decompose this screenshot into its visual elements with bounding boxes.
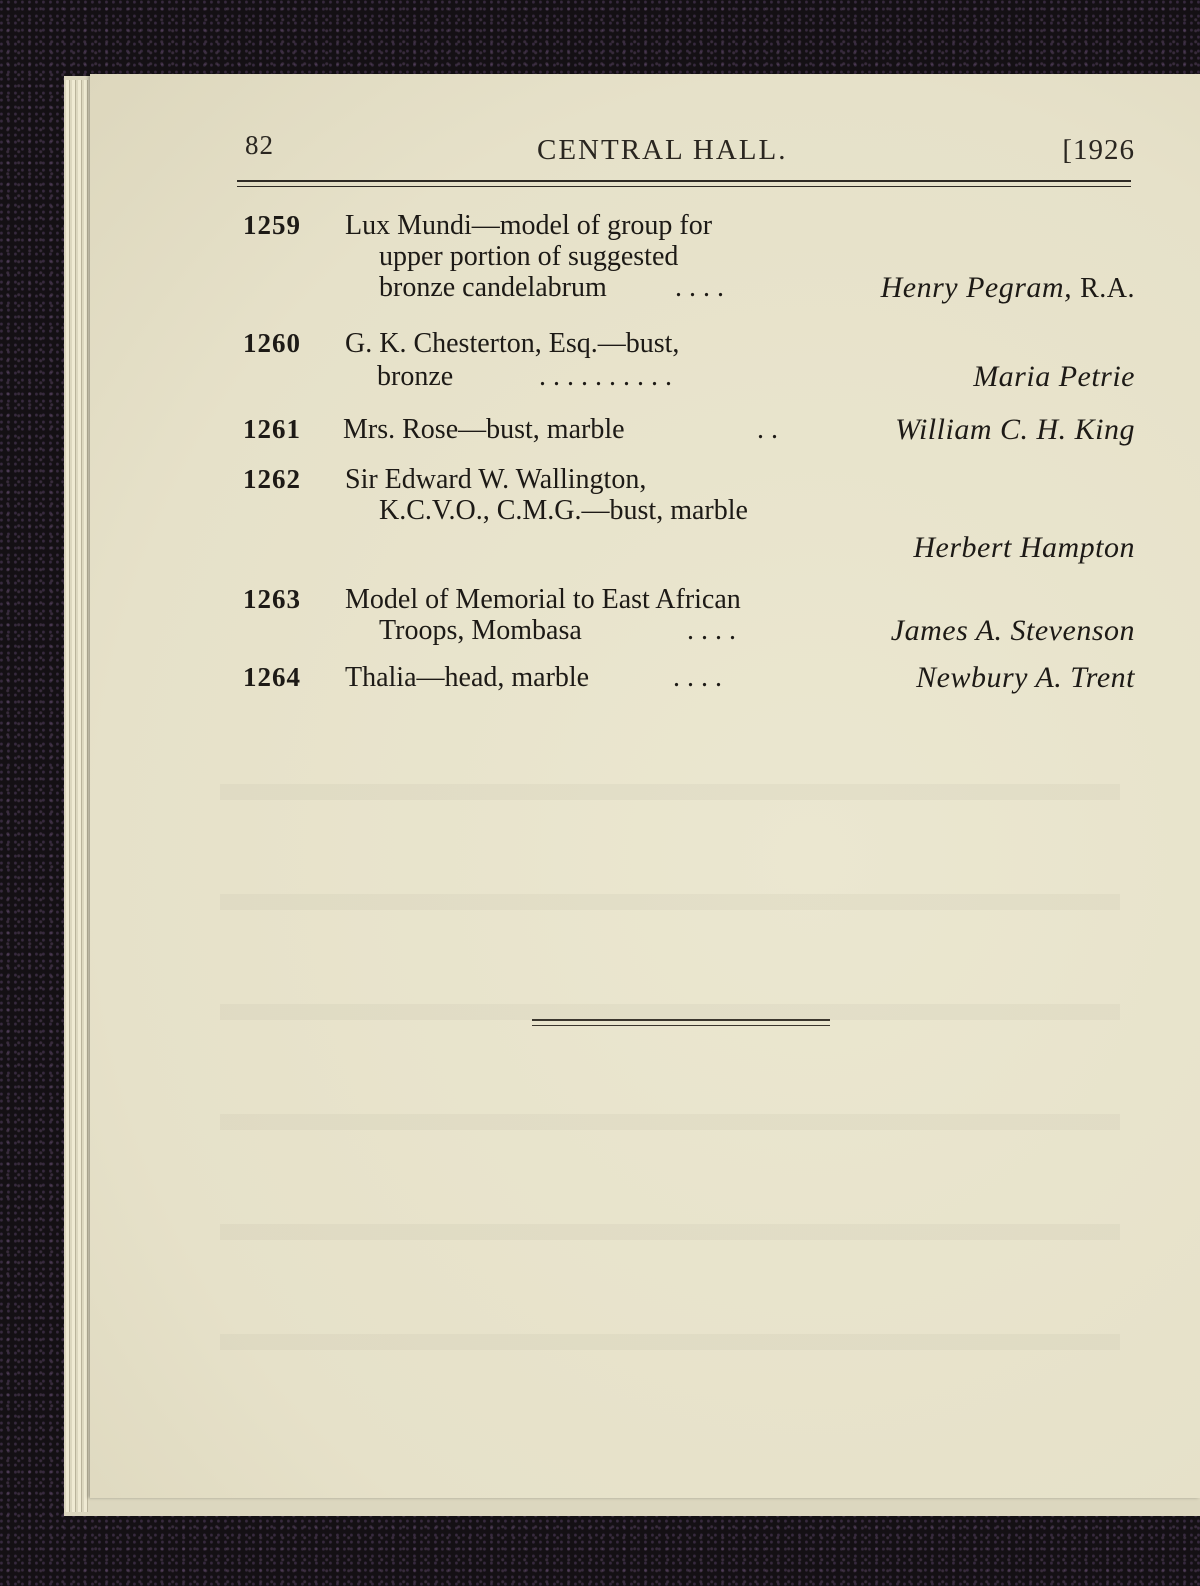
page-edge	[66, 80, 70, 1512]
artist-name	[881, 272, 1135, 304]
dot-leader: . . . .	[673, 662, 722, 693]
page-edge	[78, 80, 82, 1512]
artist-name: William C. H. King	[895, 413, 1135, 446]
entry-title-line: upper portion of suggested	[379, 241, 679, 272]
running-header	[245, 130, 1135, 170]
end-rule	[532, 1019, 830, 1021]
page-edge	[84, 80, 88, 1512]
entry-number: 1259	[243, 210, 301, 240]
artist-name-text: Henry Pegram,	[880, 271, 1073, 304]
year-marker: [1926	[1062, 134, 1135, 166]
running-title: CENTRAL HALL.	[537, 134, 788, 166]
catalogue-entry	[243, 464, 1135, 572]
entry-title-line: Sir Edward W. Wallington,	[345, 464, 647, 495]
artist-name: James A. Stevenson	[890, 614, 1135, 647]
artist-name: Newbury A. Trent	[916, 661, 1135, 694]
page-edge	[72, 80, 76, 1512]
entry-number: 1262	[243, 464, 301, 494]
entry-title-line: G. K. Chesterton, Esq.—bust,	[345, 328, 680, 359]
artist-name: Maria Petrie	[973, 360, 1135, 393]
entry-title-line: bronze	[377, 361, 454, 392]
entry-title-line: Mrs. Rose—bust, marble	[343, 414, 625, 445]
dot-leader: . . . .	[675, 272, 724, 303]
artist-name: Herbert Hampton	[913, 531, 1135, 564]
entry-title-line: bronze candelabrum	[379, 272, 607, 303]
entry-title-line: K.C.V.O., C.M.G.—bust, marble	[379, 495, 748, 526]
page-number: 82	[245, 130, 274, 160]
catalogue-entry	[243, 210, 1135, 310]
show-through-texture	[220, 740, 1120, 1380]
entry-number: 1260	[243, 328, 301, 358]
dot-leader: . . . . . . . . . .	[539, 361, 672, 392]
catalogue-entry	[243, 328, 1135, 408]
artist-honour: R.A.	[1080, 273, 1135, 304]
catalogue-entry	[243, 662, 1135, 702]
dot-leader: . .	[757, 414, 778, 445]
entry-number: 1263	[243, 584, 301, 614]
header-rule	[237, 180, 1131, 182]
catalogue-entry	[243, 584, 1135, 650]
entry-title-line: Lux Mundi—model of group for	[345, 210, 713, 241]
catalogue-entries	[243, 210, 1135, 702]
catalogue-entry	[243, 414, 1135, 454]
end-rule	[532, 1025, 830, 1026]
entry-number: 1264	[243, 662, 301, 692]
entry-title-line: Troops, Mombasa	[379, 615, 582, 646]
entry-title-line: Model of Memorial to East African	[345, 584, 741, 615]
entry-title-line: Thalia—head, marble	[345, 662, 590, 693]
header-rule	[237, 186, 1131, 187]
entry-number: 1261	[243, 414, 301, 444]
dot-leader: . . . .	[687, 615, 736, 646]
